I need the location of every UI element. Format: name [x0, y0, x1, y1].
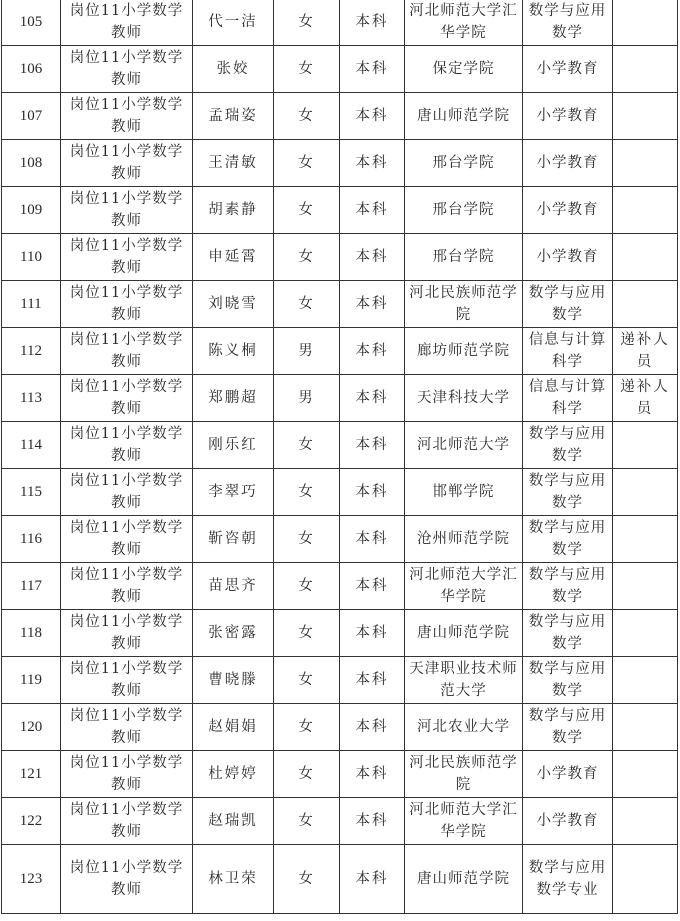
education-cell: 本科 [340, 187, 405, 234]
post-cell: 岗位11小学数学教师 [61, 798, 193, 845]
school-cell: 唐山师范学院 [405, 610, 523, 657]
major-cell: 数学与应用数学专业 [523, 845, 613, 914]
gender-cell: 女 [274, 657, 340, 704]
major-cell: 数学与应用数学 [523, 610, 613, 657]
school-cell: 邢台学院 [405, 234, 523, 281]
education-cell: 本科 [340, 375, 405, 422]
gender-cell: 女 [274, 845, 340, 914]
name-cell: 王清敏 [193, 140, 274, 187]
table-row [2, 422, 678, 469]
education-cell: 本科 [340, 845, 405, 914]
gender-cell: 女 [274, 751, 340, 798]
education-cell: 本科 [340, 610, 405, 657]
major-cell: 信息与计算科学 [523, 328, 613, 375]
row-number: 123 [2, 845, 61, 914]
education-cell: 本科 [340, 46, 405, 93]
table-body [2, 0, 678, 914]
name-cell: 苗思齐 [193, 563, 274, 610]
school-cell: 河北师范大学汇华学院 [405, 798, 523, 845]
row-number: 109 [2, 187, 61, 234]
gender-cell: 女 [274, 234, 340, 281]
note-cell [613, 187, 678, 234]
note-cell [613, 422, 678, 469]
note-cell [613, 281, 678, 328]
name-cell: 刚乐红 [193, 422, 274, 469]
name-cell: 张密露 [193, 610, 274, 657]
gender-cell: 女 [274, 704, 340, 751]
gender-cell: 女 [274, 46, 340, 93]
table-row [2, 187, 678, 234]
gender-cell: 男 [274, 328, 340, 375]
gender-cell: 女 [274, 422, 340, 469]
post-cell: 岗位11小学数学教师 [61, 328, 193, 375]
major-cell: 数学与应用数学 [523, 281, 613, 328]
row-number: 116 [2, 516, 61, 563]
education-cell: 本科 [340, 751, 405, 798]
education-cell: 本科 [340, 140, 405, 187]
gender-cell: 女 [274, 93, 340, 140]
gender-cell: 女 [274, 563, 340, 610]
major-cell: 数学与应用数学 [523, 563, 613, 610]
name-cell: 林卫荣 [193, 845, 274, 914]
education-cell: 本科 [340, 704, 405, 751]
row-number: 121 [2, 751, 61, 798]
education-cell: 本科 [340, 328, 405, 375]
row-number: 119 [2, 657, 61, 704]
name-cell: 曹晓滕 [193, 657, 274, 704]
major-cell: 小学教育 [523, 187, 613, 234]
education-cell: 本科 [340, 516, 405, 563]
gender-cell: 女 [274, 516, 340, 563]
school-cell: 河北师范大学 [405, 422, 523, 469]
table-row [2, 281, 678, 328]
table-row [2, 46, 678, 93]
education-cell: 本科 [340, 563, 405, 610]
post-cell: 岗位11小学数学教师 [61, 0, 193, 46]
education-cell: 本科 [340, 657, 405, 704]
school-cell: 天津职业技术师范大学 [405, 657, 523, 704]
name-cell: 张姣 [193, 46, 274, 93]
major-cell: 小学教育 [523, 93, 613, 140]
note-cell: 递补人员 [613, 375, 678, 422]
school-cell: 邢台学院 [405, 140, 523, 187]
name-cell: 陈义桐 [193, 328, 274, 375]
major-cell: 小学教育 [523, 798, 613, 845]
name-cell: 李翠巧 [193, 469, 274, 516]
row-number: 110 [2, 234, 61, 281]
major-cell: 数学与应用数学 [523, 657, 613, 704]
post-cell: 岗位11小学数学教师 [61, 187, 193, 234]
major-cell: 小学教育 [523, 46, 613, 93]
name-cell: 代一洁 [193, 0, 274, 46]
table-row [2, 798, 678, 845]
table-row [2, 0, 678, 46]
row-number: 114 [2, 422, 61, 469]
school-cell: 天津科技大学 [405, 375, 523, 422]
school-cell: 河北民族师范学院 [405, 751, 523, 798]
post-cell: 岗位11小学数学教师 [61, 704, 193, 751]
results-table [1, 0, 678, 914]
note-cell [613, 657, 678, 704]
note-cell [613, 704, 678, 751]
table-row [2, 375, 678, 422]
school-cell: 河北民族师范学院 [405, 281, 523, 328]
name-cell: 杜婷婷 [193, 751, 274, 798]
school-cell: 沧州师范学院 [405, 516, 523, 563]
school-cell: 邯郸学院 [405, 469, 523, 516]
post-cell: 岗位11小学数学教师 [61, 751, 193, 798]
gender-cell: 女 [274, 610, 340, 657]
post-cell: 岗位11小学数学教师 [61, 610, 193, 657]
school-cell: 保定学院 [405, 46, 523, 93]
table-row [2, 610, 678, 657]
education-cell: 本科 [340, 422, 405, 469]
table-row [2, 704, 678, 751]
school-cell: 邢台学院 [405, 187, 523, 234]
post-cell: 岗位11小学数学教师 [61, 234, 193, 281]
note-cell [613, 845, 678, 914]
school-cell: 河北师范大学汇华学院 [405, 563, 523, 610]
name-cell: 孟瑞姿 [193, 93, 274, 140]
table-row [2, 657, 678, 704]
row-number: 111 [2, 281, 61, 328]
school-cell: 唐山师范学院 [405, 845, 523, 914]
gender-cell: 女 [274, 281, 340, 328]
post-cell: 岗位11小学数学教师 [61, 281, 193, 328]
table-row [2, 845, 678, 914]
major-cell: 数学与应用数学 [523, 0, 613, 46]
note-cell [613, 798, 678, 845]
table-row [2, 516, 678, 563]
post-cell: 岗位11小学数学教师 [61, 657, 193, 704]
post-cell: 岗位11小学数学教师 [61, 845, 193, 914]
name-cell: 赵瑞凯 [193, 798, 274, 845]
school-cell: 廊坊师范学院 [405, 328, 523, 375]
note-cell [613, 140, 678, 187]
note-cell [613, 234, 678, 281]
post-cell: 岗位11小学数学教师 [61, 46, 193, 93]
table-row [2, 469, 678, 516]
table-row [2, 140, 678, 187]
major-cell: 数学与应用数学 [523, 516, 613, 563]
post-cell: 岗位11小学数学教师 [61, 422, 193, 469]
row-number: 122 [2, 798, 61, 845]
gender-cell: 女 [274, 469, 340, 516]
education-cell: 本科 [340, 93, 405, 140]
education-cell: 本科 [340, 281, 405, 328]
note-cell: 递补人员 [613, 328, 678, 375]
table-row [2, 93, 678, 140]
major-cell: 数学与应用数学 [523, 422, 613, 469]
school-cell: 河北农业大学 [405, 704, 523, 751]
post-cell: 岗位11小学数学教师 [61, 375, 193, 422]
name-cell: 刘晓雪 [193, 281, 274, 328]
row-number: 105 [2, 0, 61, 46]
post-cell: 岗位11小学数学教师 [61, 516, 193, 563]
row-number: 108 [2, 140, 61, 187]
major-cell: 数学与应用数学 [523, 469, 613, 516]
gender-cell: 女 [274, 140, 340, 187]
major-cell: 信息与计算科学 [523, 375, 613, 422]
education-cell: 本科 [340, 469, 405, 516]
name-cell: 赵娟娟 [193, 704, 274, 751]
name-cell: 郑鹏超 [193, 375, 274, 422]
row-number: 117 [2, 563, 61, 610]
name-cell: 靳咨朝 [193, 516, 274, 563]
major-cell: 小学教育 [523, 751, 613, 798]
post-cell: 岗位11小学数学教师 [61, 563, 193, 610]
note-cell [613, 610, 678, 657]
post-cell: 岗位11小学数学教师 [61, 93, 193, 140]
name-cell: 申延霄 [193, 234, 274, 281]
row-number: 112 [2, 328, 61, 375]
table-row [2, 328, 678, 375]
note-cell [613, 751, 678, 798]
row-number: 113 [2, 375, 61, 422]
post-cell: 岗位11小学数学教师 [61, 140, 193, 187]
name-cell: 胡素静 [193, 187, 274, 234]
row-number: 106 [2, 46, 61, 93]
row-number: 107 [2, 93, 61, 140]
row-number: 120 [2, 704, 61, 751]
major-cell: 数学与应用数学 [523, 704, 613, 751]
gender-cell: 女 [274, 187, 340, 234]
post-cell: 岗位11小学数学教师 [61, 469, 193, 516]
major-cell: 小学教育 [523, 140, 613, 187]
education-cell: 本科 [340, 798, 405, 845]
table-row [2, 563, 678, 610]
education-cell: 本科 [340, 0, 405, 46]
note-cell [613, 469, 678, 516]
school-cell: 河北师范大学汇华学院 [405, 0, 523, 46]
education-cell: 本科 [340, 234, 405, 281]
table-row [2, 751, 678, 798]
note-cell [613, 93, 678, 140]
school-cell: 唐山师范学院 [405, 93, 523, 140]
note-cell [613, 516, 678, 563]
note-cell [613, 46, 678, 93]
major-cell: 小学教育 [523, 234, 613, 281]
note-cell [613, 0, 678, 46]
row-number: 115 [2, 469, 61, 516]
gender-cell: 男 [274, 375, 340, 422]
row-number: 118 [2, 610, 61, 657]
table-row [2, 234, 678, 281]
gender-cell: 女 [274, 798, 340, 845]
gender-cell: 女 [274, 0, 340, 46]
note-cell [613, 563, 678, 610]
